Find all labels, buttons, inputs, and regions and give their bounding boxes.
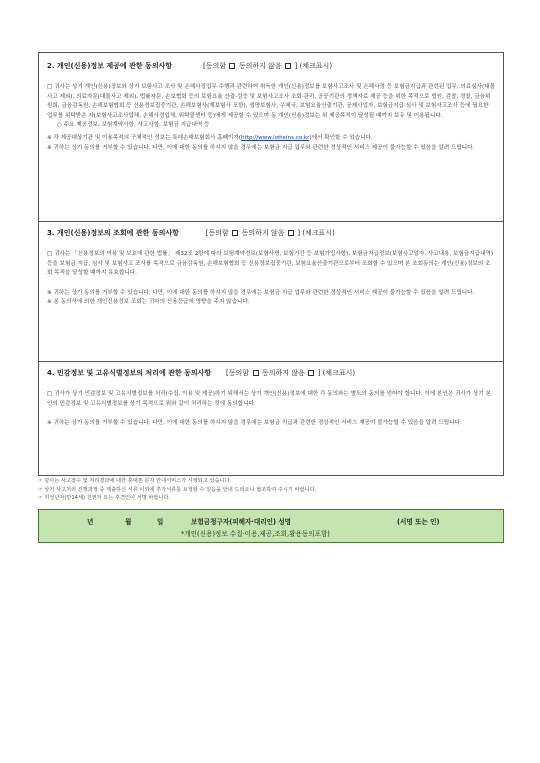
section-2-note-1 bbox=[47, 134, 495, 144]
section-2-agree-checkbox[interactable] bbox=[229, 63, 235, 69]
section-2-note-2: ※ 귀하는 상기 동의를 거부할 수 있습니다. 다만, 이에 대한 동의를 하시지 않을 경우에는 보험금 지급 업무와 관련한 정상적인 서비스 제공이 불가능할 수 있음을 알려 드립니다. bbox=[47, 144, 475, 151]
section-4-title-row bbox=[47, 368, 495, 378]
footer-note: ☞ 미성년자(만14세) 친권자 또는 후견인이 서명 바랍니다. bbox=[38, 495, 171, 502]
sign-day-label: 일 bbox=[157, 518, 164, 526]
consent-form-frame bbox=[38, 52, 504, 476]
section-2-body: □ 귀사는 상기 개인(신용)정보와 상기 보험사고 조사 및 손해사정업무 수행과 관련하여 취득한 개인(신용)정보를 보험사고조사 및 손해사정 등 보험금지급과 관련된 업무, 의료심사(대물사고 제외), 의료자문(대물사고 제외), 법률자문, 손보협회 등의 보험요율 산출·검증 및 보험사고조사 조회·관리, 공공기관의 정책자료 제공 등을 위한 목적으로 법원, 검찰, 경찰, 금융위원회, 금융감독원, 손해보험협회 등 신용정보집중기관, 손해보험사(재보험사 포함), 생명보험사, 우체국, 보험요율산출기관, 공제사업자, 보험금지급·심사 및 보험사고조사 등에 필요한 업무를 위탁받은 자(보험사고조사업체, 손해사정업체, 위탁콜센터 등)에게 제공할 수 있으며 동 개인(신용)정보는 위 제공목적이 달성될 때까지 보유 및 이용됩니다. bbox=[47, 84, 495, 119]
sign-claimant-label: 보험금청구자(피해자·대리인) 성명 bbox=[191, 518, 292, 526]
section-3 bbox=[39, 228, 503, 308]
section-4-disagree-checkbox[interactable] bbox=[308, 370, 314, 376]
sign-signature-label[interactable]: (서명 또는 인) bbox=[397, 518, 440, 526]
section-4-agree-checkbox[interactable] bbox=[253, 370, 259, 376]
divider-2-3 bbox=[39, 221, 503, 222]
section-3-title: 3. 개인(신용)정보의 조회에 관한 동의사항 bbox=[47, 229, 179, 237]
footer-note: ☞ 상기 사고처리 진행과정 중 제출하신 서류 이외에 추가서류를 요청할 수 있음을 안내 드리오니 협조하여 주시기 바랍니다. bbox=[38, 486, 317, 493]
footer-notes bbox=[38, 477, 504, 503]
section-2-title-row bbox=[47, 61, 495, 71]
signature-box bbox=[38, 509, 504, 543]
section-4-note-1: ※ 귀하는 상기 동의를 거부할 수 있습니다. 다만, 이에 대한 동의를 하시지 않을 경우에는 보험금 지급과 관련한 정상적인 서비스 제공이 불가능할 수 있음을 알려 드립니다. bbox=[47, 420, 462, 427]
section-3-disagree-label: 동의하지 않음 bbox=[241, 229, 285, 237]
section-4-title: 4. 민감정보 및 고유식별정보의 처리에 관한 동의사항 bbox=[47, 369, 212, 377]
section-4-check-hint: ] (체크표시) bbox=[317, 369, 356, 377]
section-4-agree-label: [동의함 bbox=[226, 369, 250, 377]
section-4-disagree-label: 동의하지 않음 bbox=[261, 369, 305, 377]
section-3-agree-checkbox[interactable] bbox=[232, 230, 238, 236]
section-3-note-1: ※ 귀하는 상기 동의를 거부할 수 있습니다. 다만, 이에 대한 동의를 하시지 않을 경우에는 보험금 지급 업무와 관련한 정상적인 서비스 제공이 불가능할 수 있음을 알려 드립니다. bbox=[47, 289, 475, 296]
section-3-check-hint: ] (체크표시) bbox=[297, 229, 335, 237]
section-3-agree-label: [동의함 bbox=[205, 229, 229, 237]
section-2-items: ○ 주요 제공정보: 보험계약사항, 사고사항, 보험금 지급내역 등 bbox=[57, 122, 210, 129]
section-2-check-hint: ] (체크표시) bbox=[294, 62, 333, 70]
section-2-disagree-label: 동의하지 않음 bbox=[238, 62, 282, 70]
section-3-disagree-checkbox[interactable] bbox=[288, 230, 294, 236]
divider-3-4 bbox=[39, 361, 503, 362]
section-3-body: □ 귀사는 「신용정보의 이용 및 보호에 관한 법률」 제32조 2항에 따라 보험계약정보(보험사명, 보험기간 등 보험가입사항), 보험금지급정보(보험사고일자, 사고내용, 보험금지급내역) 등을 보험금 지급, 심사 및 보험사고 조사를 목적으로 금융감독원, 손해보험협회 등 신용정보집중기관, 보험요율산출기관으로부터 조회할 수 있으며 본 조회동의는 개인(신용)정보의 조회 목적을 달성할 때까지 유효합니다. bbox=[47, 251, 494, 277]
section-2 bbox=[39, 61, 503, 153]
sign-consent-note: *개인(신용)정보 수집·이용,제공,조회,활용동의포함) bbox=[181, 530, 330, 538]
section-2-disagree-checkbox[interactable] bbox=[285, 63, 291, 69]
section-2-note-1-post: )에서 확인할 수 있습니다. bbox=[309, 134, 373, 141]
homepage-link[interactable]: http://www.lotteins.co.kr bbox=[241, 134, 310, 141]
section-4-body: □ 귀사가 상기 민감정보 및 고유식별정보를 처리(수집, 이용 및 제공)하기 위해서는 상기 개인(신용)정보에 대한 각 동의와는 별도의 동의를 얻어야 합니다. 이에 본인은 귀사가 상기 본인의 민감정보 및 고유식별정보를 상기 목적으로 위와 같이 처리하는 것에 동의합니다. bbox=[47, 391, 491, 407]
section-2-title: 2. 개인(신용)정보 제공에 관한 동의사항 bbox=[47, 62, 173, 70]
section-4 bbox=[39, 368, 503, 429]
section-2-note-1-pre: ※ 각 제공대상기관 및 이용목적의 구체적인 정보는 롯데손해보험회사 홈페이지( bbox=[47, 134, 242, 141]
sign-year-label: 년 bbox=[87, 518, 94, 526]
footer-note: ☞ 당사는 사고접수 및 처리결과에 대한 휴대폰 문자 안내서비스가 시행되고 있습니다. bbox=[38, 478, 232, 484]
sign-month-label: 월 bbox=[125, 518, 132, 526]
section-3-title-row bbox=[47, 228, 495, 238]
section-3-note-2: ※ 본 동의서에 의한 개인신용정보 조회는 귀하의 신용등급에 영향을 주지 않습니다. bbox=[47, 299, 250, 306]
section-2-agree-label: [동의함 bbox=[202, 62, 227, 70]
